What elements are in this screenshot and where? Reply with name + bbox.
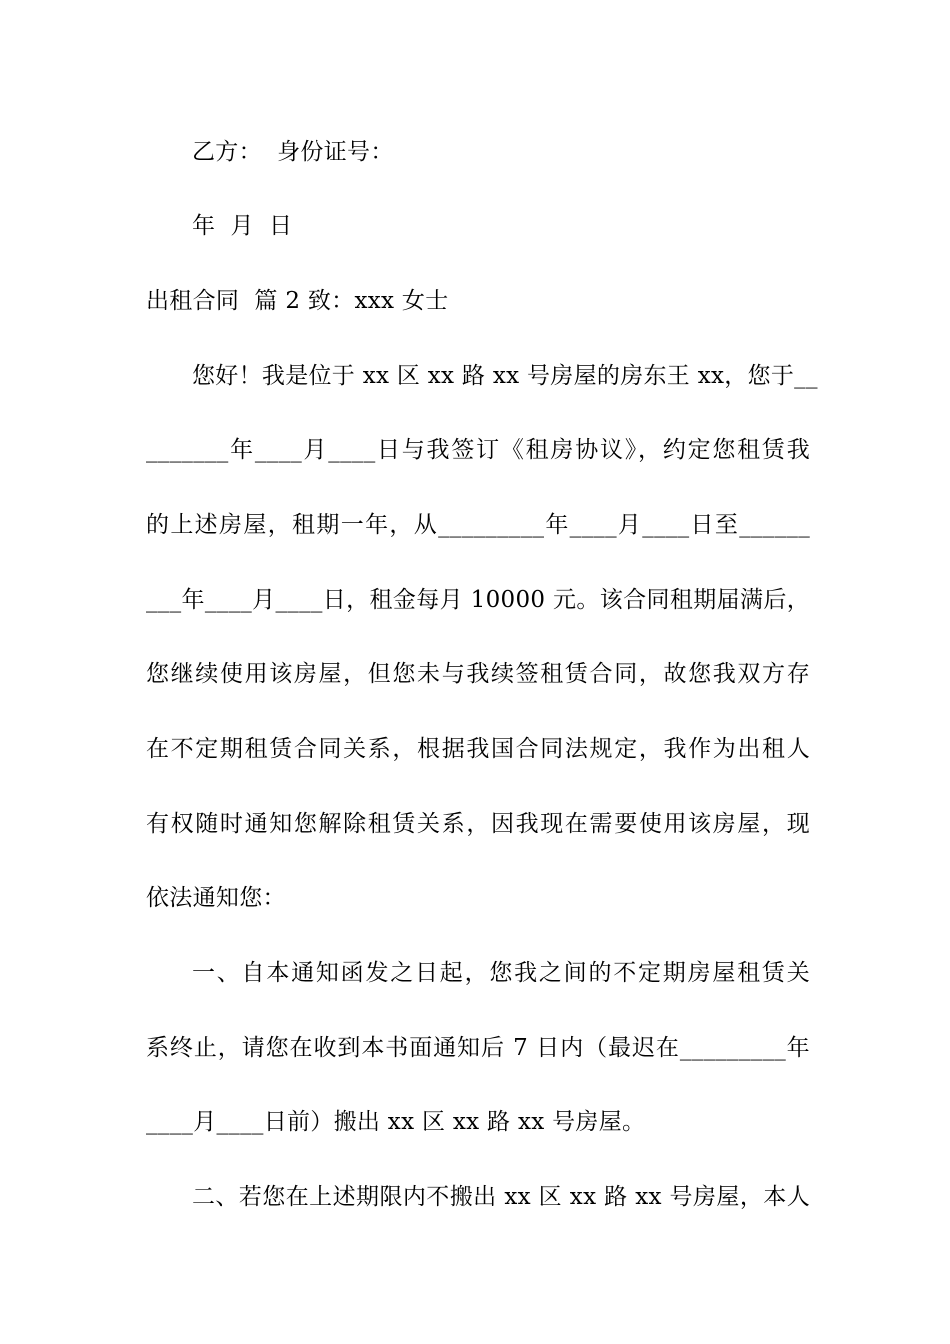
date-line: 年 月 日 <box>192 213 293 239</box>
paragraph-line: 您继续使用该房屋，但您未与我续签租赁合同，故您我双方存 <box>146 661 810 687</box>
clause-one-line: ____月____日前）搬出 xx 区 xx 路 xx 号房屋。 <box>146 1109 646 1135</box>
paragraph-line: 您好！我是位于 xx 区 xx 路 xx 号房屋的房东王 xx，您于__ <box>192 363 818 389</box>
section-heading: 出租合同 篇 2 致：xxx 女士 <box>146 288 449 314</box>
clause-two-line: 二、若您在上述期限内不搬出 xx 区 xx 路 xx 号房屋，本人 <box>192 1184 810 1210</box>
paragraph-line: 依法通知您： <box>146 885 286 911</box>
paragraph-line: _______年____月____日与我签订《租房协议》，约定您租赁我 <box>146 437 810 463</box>
paragraph-line: 的上述房屋，租期一年，从_________年____月____日至______ <box>146 512 810 538</box>
clause-one-line: 一、自本通知函发之日起，您我之间的不定期房屋租赁关 <box>192 960 810 986</box>
clause-one-line: 系终止，请您在收到本书面通知后 7 日内（最迟在_________年 <box>146 1035 810 1061</box>
paragraph-line: ___年____月____日，租金每月 10000 元。该合同租期届满后， <box>146 587 810 613</box>
party-b-line: 乙方： 身份证号： <box>192 139 394 165</box>
paragraph-line: 有权随时通知您解除租赁关系，因我现在需要使用该房屋，现 <box>146 811 810 837</box>
paragraph-line: 在不定期租赁合同关系，根据我国合同法规定，我作为出租人 <box>146 736 810 762</box>
